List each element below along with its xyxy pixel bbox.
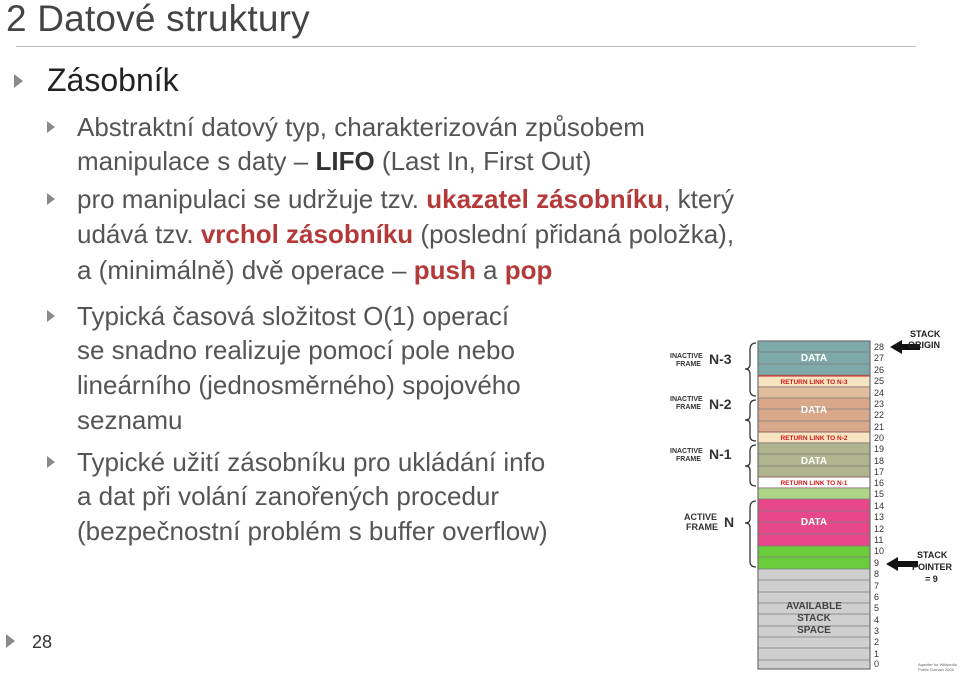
index-17: 17: [874, 467, 885, 477]
available-label-2: STACK: [797, 613, 831, 624]
index-11: 11: [874, 535, 884, 545]
stack-cell: [758, 387, 870, 398]
index-10: 10: [874, 546, 885, 556]
index-15: 15: [874, 489, 885, 499]
brace-n2: [745, 400, 756, 441]
image-credit-line-2: Public Domain 2006: [918, 667, 954, 672]
bullet-3-line-2: se snadno realizuje pomocí pole nebo: [77, 335, 515, 365]
index-27: 27: [874, 353, 885, 363]
bullet-3-line-4: seznamu: [77, 405, 183, 435]
index-9: 9: [874, 558, 880, 568]
index-16: 16: [874, 478, 885, 488]
frame-n2-kind-1: INACTIVE: [670, 396, 703, 403]
stack-pointer: [886, 550, 953, 584]
bullet-4-line-3: (bezpečnostní problém s buffer overflow): [77, 516, 548, 546]
available-label-1: AVAILABLE: [786, 601, 842, 612]
frame-n1-label: N-1: [709, 446, 732, 462]
frame-n2-kind-2: FRAME: [676, 404, 701, 411]
bullet-1-line-1: Abstraktní datový typ, charakterizován způsobem: [77, 112, 645, 142]
index-22: 22: [874, 410, 885, 420]
frame-n2-return-link-label: RETURN LINK TO N-2: [780, 435, 848, 442]
stack-pointer-label-1: STACK: [917, 550, 948, 560]
index-1: 1: [874, 649, 880, 659]
index-26: 26: [874, 365, 885, 375]
frame-n3-kind-1: INACTIVE: [670, 353, 703, 360]
bullet-arrow-icon: [47, 456, 55, 468]
brace-n3: [745, 343, 756, 396]
index-18: 18: [874, 456, 885, 466]
stack-origin-pointer: [890, 329, 941, 354]
index-12: 12: [874, 524, 885, 534]
stack-cell-green: [758, 546, 870, 569]
frame-n-label: N: [724, 514, 735, 530]
bullet-3-line-1: Typická časová složitost O(1) operací: [77, 301, 510, 331]
available-label-3: SPACE: [797, 625, 831, 636]
stack-pointer-label-2: POINTER: [912, 562, 953, 572]
bullet-3-line-3: lineárního (jednosměrného) spojového: [77, 370, 521, 400]
bullet-arrow-icon: [47, 310, 55, 322]
brace-n: [745, 501, 756, 567]
index-20: 20: [874, 433, 885, 443]
index-2: 2: [874, 637, 880, 647]
stack-origin-label-1: STACK: [910, 329, 941, 339]
footer-arrow-icon: [6, 634, 15, 648]
slide-title: 2 Datové struktury: [6, 0, 310, 39]
frame-n1-data-label: DATA: [800, 456, 828, 467]
slide-number: 28: [32, 632, 53, 652]
frame-n-kind-1: ACTIVE: [684, 512, 718, 522]
frame-n2-label: N-2: [709, 396, 732, 412]
frame-n1-kind-1: INACTIVE: [670, 448, 703, 455]
index-25: 25: [874, 376, 885, 386]
bullet-4-line-2: a dat při volání zanořených procedur: [77, 481, 500, 511]
stack-origin-label-2: ORIGIN: [908, 340, 941, 350]
bullet-arrow-icon: [47, 121, 55, 133]
frame-n1-return-link-label: RETURN LINK TO N-1: [780, 480, 848, 487]
bullet-4-line-1: Typické užití zásobníku pro ukládání info: [77, 447, 546, 477]
frame-n3-return-link-label: RETURN LINK TO N-3: [780, 379, 848, 386]
image-credit: [918, 662, 957, 672]
frame-braces: [745, 343, 756, 567]
bullet-2-line-1: pro manipulaci se udržuje tzv. ukazatel zásobníku, který: [77, 184, 735, 214]
frame-n-kind-2: FRAME: [686, 522, 718, 532]
bullet-arrow-icon: [14, 74, 23, 88]
frame-n3-data-label: DATA: [800, 353, 828, 364]
index-28: 28: [874, 342, 885, 352]
frame-n1-kind-2: FRAME: [676, 456, 701, 463]
bullet-2-line-2: udává tzv. vrchol zásobníku (poslední přidaná položka),: [77, 219, 735, 249]
index-14: 14: [874, 501, 885, 511]
index-4: 4: [874, 615, 880, 625]
frame-n2-data-label: DATA: [800, 405, 828, 416]
main-bullet: Zásobník: [47, 62, 179, 98]
bullet-2-line-3: a (minimálně) dvě operace – push a pop: [77, 255, 553, 285]
index-23: 23: [874, 399, 885, 409]
index-7: 7: [874, 581, 880, 591]
title-divider: [16, 46, 916, 47]
index-5: 5: [874, 603, 880, 613]
index-21: 21: [874, 422, 885, 432]
frame-n-data-label: DATA: [800, 517, 828, 528]
frame-n3-label: N-3: [709, 351, 732, 367]
index-13: 13: [874, 512, 885, 522]
index-24: 24: [874, 388, 885, 398]
index-8: 8: [874, 569, 880, 579]
brace-n1: [745, 445, 756, 486]
bullet-arrow-icon: [47, 193, 55, 205]
bullet-1-line-2: manipulace s daty – LIFO (Last In, First Out): [77, 146, 592, 176]
index-0: 0: [874, 659, 880, 669]
stack-pointer-label-3: = 9: [925, 574, 938, 584]
index-6: 6: [874, 592, 880, 602]
index-3: 3: [874, 626, 880, 636]
stack-indices: [874, 342, 884, 669]
stack-cell: [758, 488, 870, 499]
stack-diagram: [668, 326, 960, 677]
frame-n3-kind-2: FRAME: [676, 361, 701, 368]
image-credit-line-1: Agaxifer for Wikipedia: [918, 662, 957, 667]
index-19: 19: [874, 444, 885, 454]
